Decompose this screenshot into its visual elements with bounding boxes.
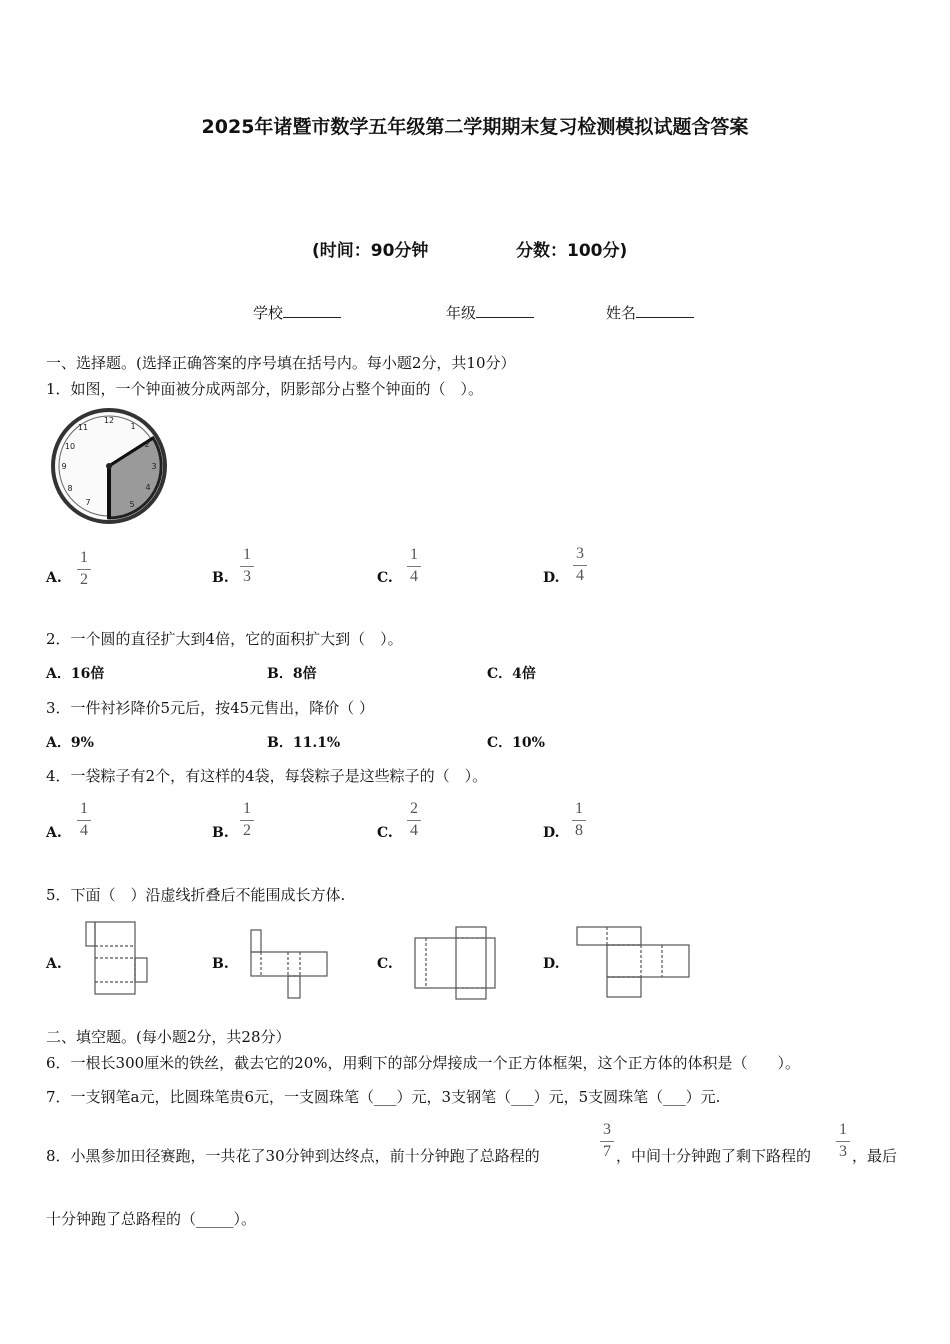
numerator: 1 (243, 800, 251, 817)
q4-option-a-fraction (77, 800, 91, 840)
question-6: 6．一根长300厘米的铁丝，截去它的20%，用剩下的部分焊接成一个正方体框架，这个正方体的体积是（ ）。 (46, 1054, 801, 1072)
clock-num-3: 3 (151, 462, 157, 471)
q1-option-a-fraction (77, 549, 91, 589)
clock-num-9: 9 (61, 462, 67, 471)
section1-header: 一、选择题。(选择正确答案的序号填在括号内。每小题2分，共10分） (46, 354, 516, 372)
q4-option-b[interactable]: B. (212, 825, 229, 841)
q2-option-c[interactable]: C．4倍 (487, 666, 536, 682)
grade-label: 年级 (446, 304, 477, 322)
numerator: 3 (576, 545, 584, 562)
denominator: 3 (243, 568, 251, 585)
numerator: 1 (80, 800, 88, 817)
q5-option-c[interactable]: C. (377, 956, 393, 972)
q5-net-c (410, 924, 500, 1000)
q1-option-d[interactable]: D. (543, 570, 560, 586)
question-2: 2．一个圆的直径扩大到4倍，它的面积扩大到（ ）。 (46, 630, 403, 648)
page-title: 2025年诸暨市数学五年级第二学期期末复习检测模拟试题含答案 (201, 116, 749, 138)
q5-net-b (246, 926, 330, 1000)
denominator: 7 (603, 1143, 611, 1160)
clock-num-1: 1 (130, 422, 136, 431)
numerator: 1 (410, 546, 418, 563)
grade-field[interactable] (446, 302, 534, 323)
school-field[interactable] (253, 302, 341, 323)
clock-num-12: 12 (103, 416, 115, 425)
name-label: 姓名 (606, 304, 637, 322)
q4-option-a[interactable]: A. (46, 825, 62, 841)
denominator: 4 (576, 567, 584, 584)
q5-option-a[interactable]: A. (46, 956, 62, 972)
numerator: 1 (80, 549, 88, 566)
q4-option-c[interactable]: C. (377, 825, 393, 841)
clock-num-11: 11 (77, 423, 89, 432)
q1-option-a[interactable]: A. (46, 570, 62, 586)
question-8-part2: ，中间十分钟跑了剩下路程的 (616, 1147, 812, 1165)
q8-fraction-2 (836, 1121, 850, 1161)
q4-option-c-fraction (407, 800, 421, 840)
question-8-part1: 8．小黑参加田径赛跑，一共花了30分钟到达终点，前十分钟跑了总路程的 (46, 1147, 540, 1165)
q1-option-d-fraction (573, 545, 587, 585)
denominator: 3 (839, 1143, 847, 1160)
exam-score: 分数：100分) (516, 241, 628, 261)
denominator: 4 (410, 568, 418, 585)
school-label: 学校 (253, 304, 284, 322)
clock-figure (50, 405, 168, 525)
numerator: 1 (575, 800, 583, 817)
q3-option-a[interactable]: A．9% (46, 735, 94, 751)
denominator: 4 (410, 822, 418, 839)
clock-num-5: 5 (129, 500, 135, 509)
denominator: 8 (575, 822, 583, 839)
clock-num-10: 10 (64, 442, 76, 451)
q4-option-d-fraction (572, 800, 586, 840)
question-8-part3: ，最后 (852, 1147, 898, 1165)
q2-option-a[interactable]: A．16倍 (46, 666, 105, 682)
numerator: 3 (603, 1121, 611, 1138)
clock-num-7: 7 (85, 498, 91, 507)
denominator: 4 (80, 822, 88, 839)
exam-time: (时间：90分钟 (312, 241, 429, 261)
q1-option-c-fraction (407, 546, 421, 586)
question-1: 1．如图，一个钟面被分成两部分，阴影部分占整个钟面的（ ）。 (46, 380, 484, 398)
q5-net-a (80, 920, 150, 996)
name-field[interactable] (606, 302, 694, 323)
q2-option-b[interactable]: B．8倍 (267, 666, 317, 682)
q4-option-d[interactable]: D. (543, 825, 560, 841)
q1-option-b[interactable]: B. (212, 570, 229, 586)
q8-fraction-1 (600, 1121, 614, 1161)
section2-header: 二、填空题。(每小题2分，共28分） (46, 1028, 291, 1046)
question-8-line2: 十分钟跑了总路程的（_____）。 (46, 1210, 257, 1228)
clock-num-2: 2 (144, 440, 150, 449)
q5-option-d[interactable]: D. (543, 956, 560, 972)
denominator: 2 (80, 571, 88, 588)
numerator: 1 (243, 546, 251, 563)
q1-option-b-fraction (240, 546, 254, 586)
numerator: 2 (410, 800, 418, 817)
q1-option-c[interactable]: C. (377, 570, 393, 586)
denominator: 2 (243, 822, 251, 839)
question-5: 5．下面（ ）沿虚线折叠后不能围成长方体. (46, 886, 346, 904)
q5-net-d (574, 924, 694, 1000)
q3-option-b[interactable]: B．11.1% (267, 735, 341, 751)
numerator: 1 (839, 1121, 847, 1138)
q4-option-b-fraction (240, 800, 254, 840)
clock-num-4: 4 (145, 483, 151, 492)
question-4: 4．一袋粽子有2个，有这样的4袋，每袋粽子是这些粽子的（ ）。 (46, 767, 488, 785)
question-3: 3．一件衬衫降价5元后，按45元售出，降价（ ） (46, 699, 374, 717)
clock-num-8: 8 (67, 484, 73, 493)
q3-option-c[interactable]: C．10% (487, 735, 545, 751)
q5-option-b[interactable]: B. (212, 956, 229, 972)
question-7: 7．一支钢笔a元，比圆珠笔贵6元，一支圆珠笔（___）元，3支钢笔（___）元，5支圆珠笔（___）元. (46, 1088, 721, 1106)
